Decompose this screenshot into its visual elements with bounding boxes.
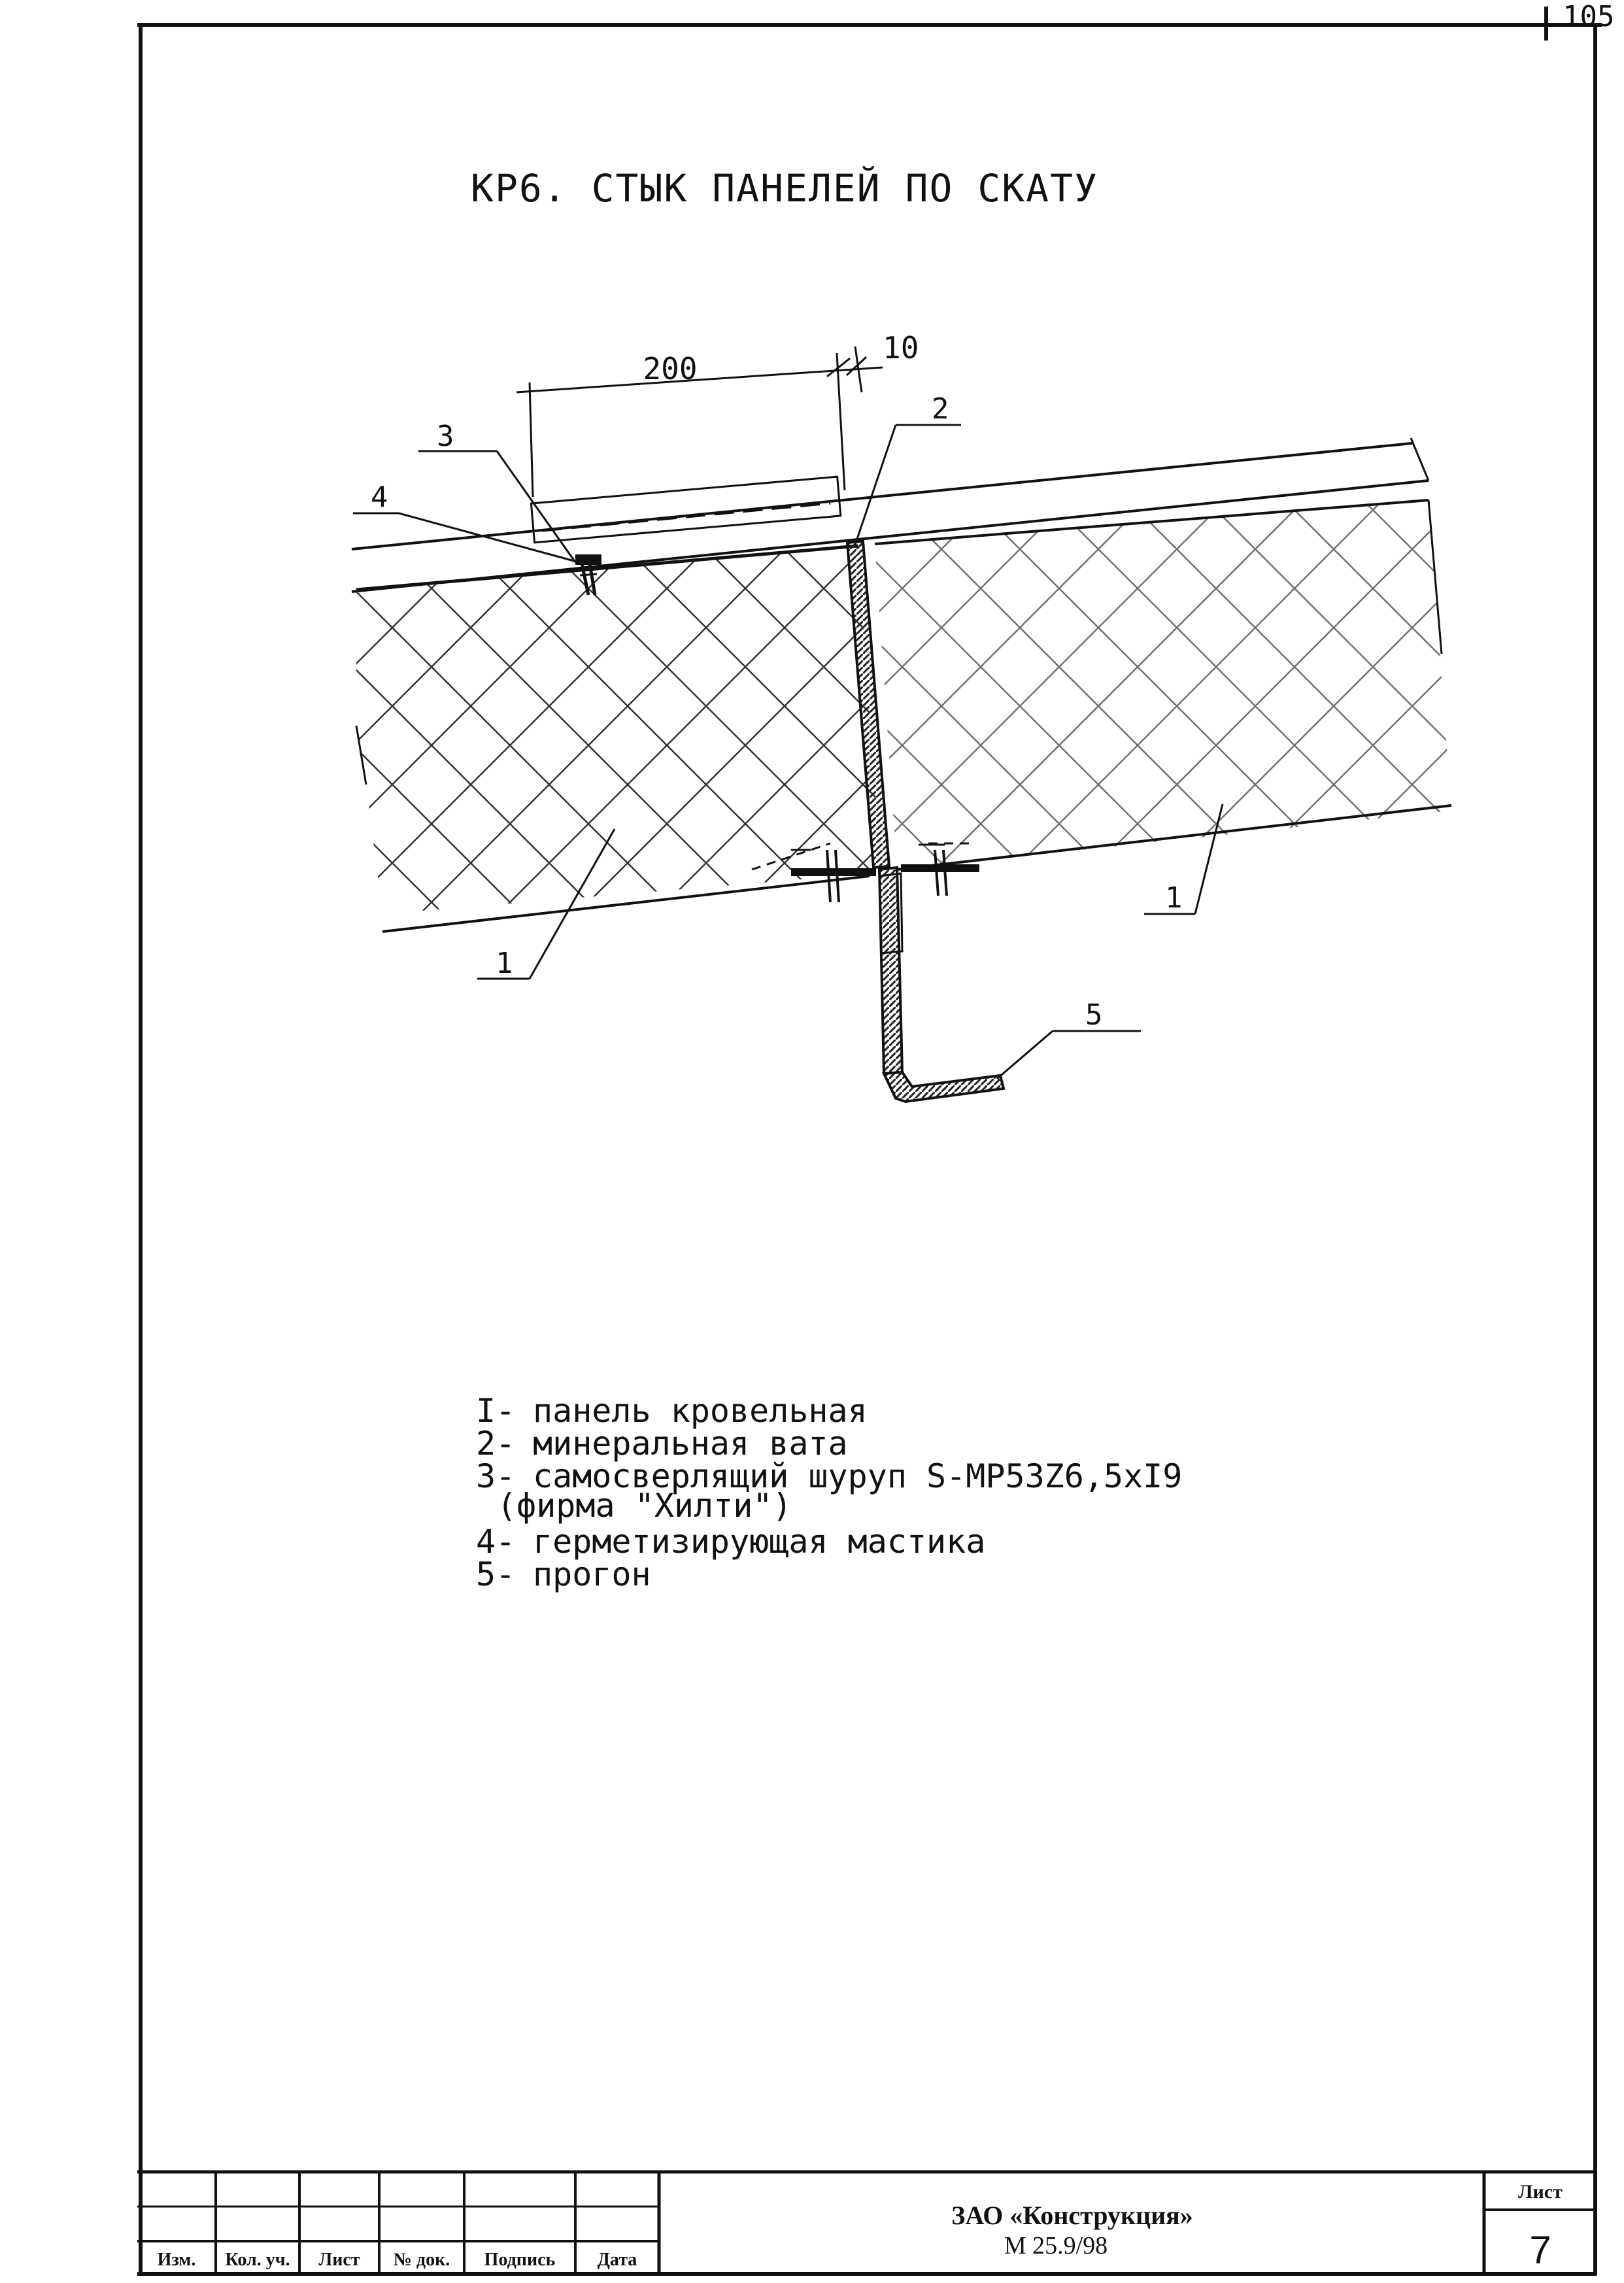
title-block-header: № док. — [393, 2250, 450, 2270]
legend-item-number: I- — [476, 1392, 516, 1430]
callout-number: 4 — [371, 481, 388, 514]
legend-item-text: герметизирующая мастика — [533, 1523, 986, 1561]
screw-strip — [531, 477, 840, 543]
legend-item-text: (фирма "Хилти") — [497, 1487, 792, 1525]
drawing-frame — [137, 7, 1602, 2275]
title-block-header: Изм. — [157, 2250, 196, 2270]
callout-number: 3 — [437, 420, 454, 453]
legend-item-number: 2- — [476, 1425, 516, 1463]
corner-page-number: 105 — [1563, 0, 1615, 33]
purlin — [879, 868, 1004, 1102]
title-block-header: Кол. уч. — [225, 2250, 290, 2270]
legend-item — [476, 1555, 651, 1593]
callout-number: 1 — [496, 947, 513, 980]
sheet-label: Лист — [1518, 2181, 1563, 2203]
legend-item-text: минеральная вата — [533, 1425, 848, 1463]
legend-item-text: прогон — [533, 1555, 651, 1593]
legend-item — [497, 1487, 792, 1525]
title-block — [137, 2172, 1597, 2274]
title-block-header: Подпись — [484, 2250, 556, 2270]
document-code: М 25.9/98 — [1004, 2232, 1108, 2259]
roof-panel-right — [875, 500, 1451, 870]
callout-number: 1 — [1165, 881, 1183, 915]
drawing-title: КР6. СТЫК ПАНЕЛЕЙ ПО СКАТУ — [471, 166, 1098, 211]
legend — [476, 1392, 1182, 1593]
dimension-10-label: 10 — [883, 330, 919, 365]
title-block-header: Дата — [597, 2250, 637, 2270]
dimension-200-label: 200 — [643, 351, 698, 386]
dimension-line-200 — [516, 330, 919, 497]
callout-number: 5 — [1085, 998, 1103, 1032]
legend-item-text: панель кровельная — [533, 1392, 868, 1430]
callout-number: 2 — [932, 392, 949, 426]
sheet-number: 7 — [1529, 2228, 1551, 2272]
legend-item-number: 5- — [476, 1555, 516, 1593]
legend-item-text: самосверлящий шуруп S-MP53Z6,5xI9 — [533, 1457, 1183, 1495]
legend-item-number: 3- — [476, 1457, 516, 1495]
company-name: ЗАО «Конструкция» — [951, 2201, 1193, 2230]
title-block-header: Лист — [318, 2250, 360, 2270]
legend-item-number: 4- — [476, 1523, 516, 1561]
